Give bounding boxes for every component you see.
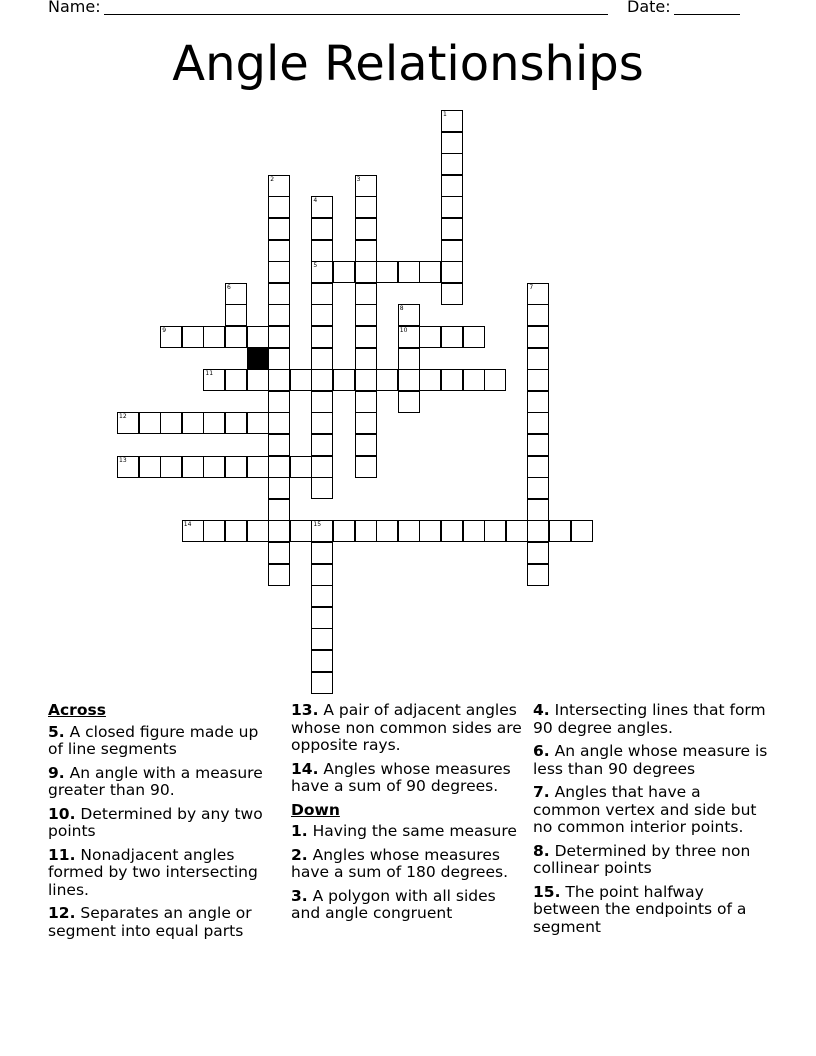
grid-cell[interactable] <box>549 520 571 542</box>
grid-cell[interactable] <box>311 564 333 586</box>
grid-cell[interactable] <box>398 261 420 283</box>
grid-cell[interactable] <box>311 369 333 391</box>
grid-cell[interactable] <box>203 412 225 434</box>
grid-cell[interactable] <box>333 520 355 542</box>
grid-cell[interactable] <box>182 412 204 434</box>
grid-cell[interactable] <box>203 456 225 478</box>
grid-cell[interactable] <box>311 477 333 499</box>
clue-down-3 <box>291 888 523 923</box>
grid-cell[interactable] <box>398 391 420 413</box>
grid-cell[interactable] <box>247 456 269 478</box>
grid-cell[interactable] <box>268 326 290 348</box>
clue-column-2 <box>291 702 523 929</box>
grid-cell[interactable] <box>225 456 247 478</box>
grid-cell[interactable] <box>311 585 333 607</box>
clue-text: Separates an angle or segment into equal parts <box>48 904 252 940</box>
clue-text: Nonadjacent angles formed by two intersecting lines. <box>48 845 258 899</box>
grid-cell[interactable] <box>441 196 463 218</box>
clue-text: The point halfway between the endpoints of a segment <box>533 882 747 936</box>
grid-cell[interactable] <box>441 326 463 348</box>
grid-cell[interactable] <box>268 564 290 586</box>
clue-number-label: 3 <box>356 175 361 183</box>
clue-number-label: 13 <box>119 456 127 464</box>
clue-down-6 <box>533 743 773 778</box>
grid-cell[interactable] <box>268 434 290 456</box>
name-label: Name: <box>48 0 101 16</box>
grid-cell[interactable] <box>225 326 247 348</box>
grid-cell[interactable] <box>311 542 333 564</box>
grid-cell[interactable] <box>355 348 377 370</box>
clue-text: A pair of adjacent angles whose non common sides are opposite rays. <box>291 701 522 754</box>
grid-cell[interactable] <box>311 434 333 456</box>
clue-down-2 <box>291 847 523 882</box>
clue-number: 5. <box>48 722 65 741</box>
page-title: Angle Relationships <box>172 36 644 92</box>
grid-cell[interactable] <box>290 520 312 542</box>
grid-cell[interactable] <box>268 499 290 521</box>
grid-cell[interactable] <box>268 391 290 413</box>
grid-cell[interactable] <box>506 520 528 542</box>
grid-cell[interactable] <box>441 218 463 240</box>
grid-cell[interactable] <box>182 326 204 348</box>
grid-cell[interactable] <box>376 369 398 391</box>
clue-text: Determined by three non collinear points <box>533 841 751 877</box>
grid-cell[interactable] <box>484 369 506 391</box>
clue-number: 13. <box>291 701 319 719</box>
grid-cell[interactable] <box>333 369 355 391</box>
grid-cell[interactable] <box>268 542 290 564</box>
grid-cell[interactable] <box>441 175 463 197</box>
clue-number: 8. <box>533 841 550 860</box>
clue-text: Angles whose measures have a sum of 180 degrees. <box>291 845 509 881</box>
grid-cell[interactable] <box>398 369 420 391</box>
grid-cell[interactable] <box>355 240 377 262</box>
grid-cell[interactable] <box>398 348 420 370</box>
clue-number: 3. <box>291 886 308 905</box>
clue-across-5 <box>48 724 278 759</box>
grid-cell[interactable] <box>527 477 549 499</box>
clue-text: An angle whose measure is less than 90 degrees <box>533 742 768 778</box>
grid-cell[interactable] <box>419 369 441 391</box>
grid-cell[interactable] <box>441 132 463 154</box>
clue-number: 1. <box>291 822 308 840</box>
grid-cell[interactable] <box>311 348 333 370</box>
clue-number: 4. <box>533 701 550 719</box>
clue-text: A polygon with all sides and angle congruent <box>291 886 496 922</box>
grid-cell[interactable] <box>355 520 377 542</box>
clue-number-label: 6 <box>227 283 231 291</box>
clue-across-13 <box>291 702 523 755</box>
clue-text: Angles that have a common vertex and side but no common interior points. <box>533 783 757 836</box>
grid-block <box>247 348 269 370</box>
grid-cell[interactable] <box>268 456 290 478</box>
clue-number-label: 5 <box>313 262 318 270</box>
grid-cell[interactable] <box>247 520 269 542</box>
grid-cell[interactable] <box>139 456 161 478</box>
grid-cell[interactable] <box>419 520 441 542</box>
grid-cell[interactable] <box>311 628 333 650</box>
grid-cell[interactable] <box>376 261 398 283</box>
grid-cell[interactable] <box>441 240 463 262</box>
clue-down-8 <box>533 843 773 878</box>
grid-cell[interactable] <box>203 520 225 542</box>
clue-number-label: 10 <box>399 327 408 334</box>
clue-text: Having the same measure <box>312 822 517 840</box>
grid-cell[interactable] <box>355 326 377 348</box>
grid-cell[interactable] <box>527 434 549 456</box>
grid-cell[interactable] <box>311 650 333 672</box>
grid-cell[interactable] <box>527 391 549 413</box>
grid-cell[interactable] <box>160 456 182 478</box>
clue-number: 7. <box>533 783 550 801</box>
grid-cell[interactable] <box>398 520 420 542</box>
grid-cell[interactable] <box>311 240 333 262</box>
clue-number-label: 11 <box>205 370 214 378</box>
grid-cell[interactable] <box>355 412 377 434</box>
down-heading: Down <box>291 800 340 819</box>
clue-text: Determined by any two points <box>48 804 263 840</box>
clue-number: 11. <box>48 845 76 864</box>
grid-cell[interactable] <box>355 261 377 283</box>
clue-text: An angle with a measure greater than 90. <box>48 763 263 799</box>
clue-across-12 <box>48 905 278 940</box>
clue-down-4 <box>533 702 773 737</box>
clue-down-7 <box>533 784 773 837</box>
grid-cell[interactable] <box>268 240 290 262</box>
grid-cell[interactable] <box>268 348 290 370</box>
grid-cell[interactable] <box>203 326 225 348</box>
grid-cell[interactable] <box>355 304 377 326</box>
grid-cell[interactable] <box>527 369 549 391</box>
grid-cell[interactable] <box>355 434 377 456</box>
clue-text: Intersecting lines that form 90 degree angles. <box>533 701 766 737</box>
grid-cell[interactable] <box>441 153 463 175</box>
clue-text: Angles whose measures have a sum of 90 degrees. <box>291 759 511 795</box>
clue-column-3 <box>533 702 773 942</box>
clue-across-11 <box>48 847 278 900</box>
clue-number-label: 2 <box>270 175 275 183</box>
grid-cell[interactable] <box>268 520 290 542</box>
grid-cell[interactable] <box>527 499 549 521</box>
clue-number: 9. <box>48 763 65 782</box>
clue-number-label: 12 <box>119 413 127 421</box>
clue-number: 10. <box>48 804 76 823</box>
grid-cell[interactable] <box>268 304 290 326</box>
clue-down-1 <box>291 823 523 841</box>
grid-cell[interactable] <box>311 412 333 434</box>
grid-cell[interactable] <box>268 369 290 391</box>
grid-cell[interactable] <box>355 196 377 218</box>
grid-cell[interactable] <box>268 283 290 305</box>
grid-cell[interactable] <box>225 520 247 542</box>
grid-cell[interactable] <box>247 326 269 348</box>
clue-number-label: 8 <box>399 305 404 313</box>
grid-cell[interactable] <box>268 477 290 499</box>
grid-cell[interactable] <box>311 607 333 629</box>
grid-cell[interactable] <box>484 520 506 542</box>
grid-cell[interactable] <box>527 304 549 326</box>
grid-cell[interactable] <box>247 412 269 434</box>
grid-cell[interactable] <box>527 348 549 370</box>
grid-cell[interactable] <box>527 520 549 542</box>
grid-cell[interactable] <box>311 391 333 413</box>
grid-cell[interactable] <box>268 196 290 218</box>
grid-cell[interactable] <box>311 672 333 694</box>
grid-cell[interactable] <box>311 283 333 305</box>
grid-cell[interactable] <box>527 456 549 478</box>
grid-cell[interactable] <box>376 520 398 542</box>
grid-cell[interactable] <box>527 326 549 348</box>
grid-cell[interactable] <box>441 520 463 542</box>
grid-cell[interactable] <box>441 261 463 283</box>
grid-cell[interactable] <box>311 456 333 478</box>
grid-cell[interactable] <box>419 261 441 283</box>
grid-cell[interactable] <box>247 369 269 391</box>
clue-number: 2. <box>291 845 308 864</box>
clue-number-label: 4 <box>313 197 318 205</box>
grid-cell[interactable] <box>441 283 463 305</box>
clue-across-14 <box>291 761 523 796</box>
clue-number: 6. <box>533 742 550 760</box>
grid-cell[interactable] <box>463 520 485 542</box>
grid-cell[interactable] <box>527 412 549 434</box>
grid-cell[interactable] <box>355 218 377 240</box>
grid-cell[interactable] <box>311 326 333 348</box>
grid-cell[interactable] <box>333 261 355 283</box>
clue-number: 14. <box>291 759 319 778</box>
grid-cell[interactable] <box>463 369 485 391</box>
clue-number: 12. <box>48 904 76 922</box>
clue-text: A closed figure made up of line segments <box>48 722 259 758</box>
grid-cell[interactable] <box>441 369 463 391</box>
grid-cell[interactable] <box>290 456 312 478</box>
grid-cell[interactable] <box>182 456 204 478</box>
clue-number-label: 7 <box>529 283 534 291</box>
clue-number: 15. <box>533 882 561 901</box>
grid-cell[interactable] <box>225 304 247 326</box>
clue-across-9 <box>48 765 278 800</box>
grid-cell[interactable] <box>355 391 377 413</box>
across-heading: Across <box>48 701 106 719</box>
grid-cell[interactable] <box>355 369 377 391</box>
grid-cell[interactable] <box>355 456 377 478</box>
grid-cell[interactable] <box>268 412 290 434</box>
grid-cell[interactable] <box>527 542 549 564</box>
clue-column-1 <box>48 702 278 946</box>
clue-number-label: 14 <box>183 521 192 529</box>
clue-across-10 <box>48 806 278 841</box>
grid-cell[interactable] <box>419 326 441 348</box>
grid-cell[interactable] <box>139 412 161 434</box>
grid-cell[interactable] <box>290 369 312 391</box>
grid-cell[interactable] <box>311 304 333 326</box>
grid-cell[interactable] <box>463 326 485 348</box>
clue-down-15 <box>533 884 773 937</box>
grid-cell[interactable] <box>225 369 247 391</box>
grid-cell[interactable] <box>225 412 247 434</box>
clue-number-label: 9 <box>162 327 167 334</box>
date-label: Date: <box>627 0 671 16</box>
grid-cell[interactable] <box>268 261 290 283</box>
grid-cell[interactable] <box>268 218 290 240</box>
clue-number-label: 15 <box>313 521 322 529</box>
grid-cell[interactable] <box>160 412 182 434</box>
grid-cell[interactable] <box>571 520 593 542</box>
clue-number-label: 1 <box>443 111 447 118</box>
grid-cell[interactable] <box>355 283 377 305</box>
grid-cell[interactable] <box>527 564 549 586</box>
grid-cell[interactable] <box>311 218 333 240</box>
